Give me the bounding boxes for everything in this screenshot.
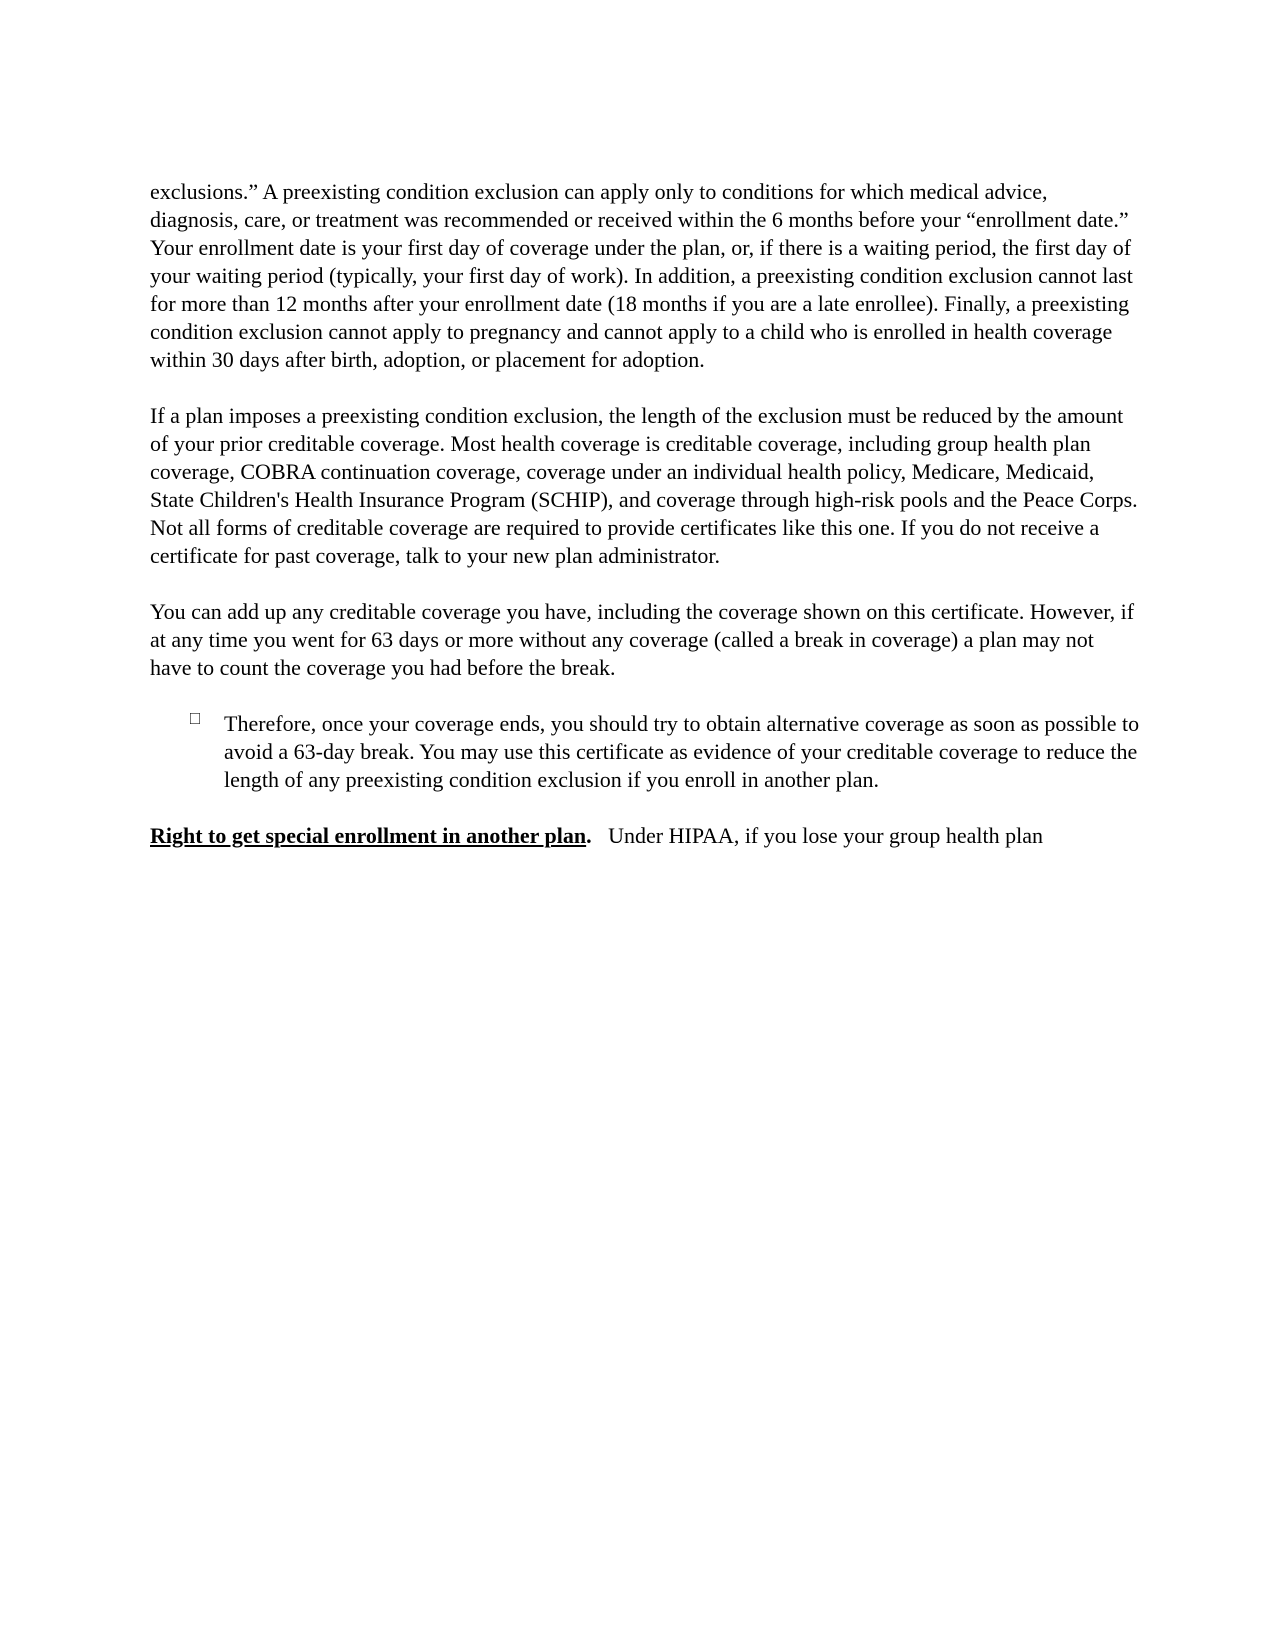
paragraph-preexisting-exclusions: exclusions.” A preexisting condition exclusion can apply only to conditions for which medical advice, diagnosis, care, or treatment was recommended or received within the 6 months before your “enrollment date.” Your enrollment date is your first day of coverage under the plan, or, if there is a waiting period, the first day of your waiting period (typically, your first day of work). In addition, a preexisting condition exclusion cannot last for more than 12 months after your enrollment date (18 months if you are a late enrollee). Finally, a preexisting condition exclusion cannot apply to pregnancy and cannot apply to a child who is enrolled in health coverage within 30 days after birth, adoption, or placement for adoption. <box>150 179 1133 372</box>
section-heading-period: . <box>586 823 592 848</box>
paragraph-creditable-coverage: If a plan imposes a preexisting condition exclusion, the length of the exclusion must be reduced by the amount of your prior creditable coverage. Most health coverage is creditable coverage, including group health plan coverage, COBRA continuation coverage, coverage under an individual health policy, Medicare, Medicaid, State Children's Health Insurance Program (SCHIP), and coverage through high-risk pools and the Peace Corps. Not all forms of creditable coverage are required to provide certificates like this one. If you do not receive a certificate for past coverage, talk to your new plan administrator. <box>150 403 1138 568</box>
bullet-box-icon <box>190 713 200 724</box>
bullet-item <box>190 710 1140 794</box>
paragraph-special-enrollment <box>150 822 1140 850</box>
paragraph-break-in-coverage: You can add up any creditable coverage you have, including the coverage shown on this certificate. However, if at any time you went for 63 days or more without any coverage (called a break in coverage) a plan may not have to count the coverage you had before the break. <box>150 599 1135 680</box>
bullet-text: Therefore, once your coverage ends, you should try to obtain alternative coverage as soon as possible to avoid a 63-day break. You may use this certificate as evidence of your creditable coverage to reduce the length of any preexisting condition exclusion if you enroll in another plan. <box>224 711 1140 792</box>
document-body <box>150 178 1140 878</box>
section-text: Under HIPAA, if you lose your group health plan <box>591 823 1043 848</box>
section-heading: Right to get special enrollment in another plan <box>150 823 587 848</box>
